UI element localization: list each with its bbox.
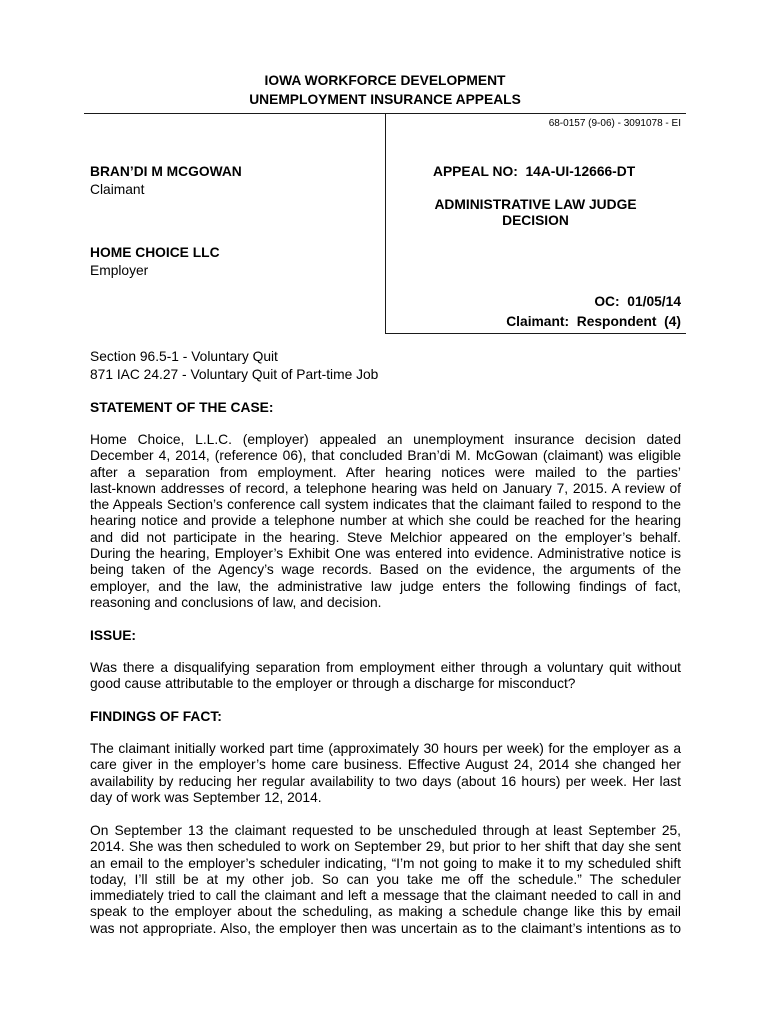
text-line: The claimant initially worked part time (approximately 30 hours per week) for the employer as a [90,741,681,756]
text-line: employer, and the law, the administrative law judge enters the following findings of fact, [90,578,681,594]
text-line: good cause attributable to the employer or through a discharge for misconduct? [90,676,576,692]
text-line: day of work was September 12, 2014. [90,789,322,805]
paragraph-findings [90,823,681,937]
statute-citation: Section 96.5-1 - Voluntary Quit [90,349,278,364]
paragraph-issue [90,660,681,693]
text-line: hearing notice and provide a telephone number at which she could be reached for the hearing [90,513,681,529]
agency-title: IOWA WORKFORCE DEVELOPMENT [264,73,506,88]
form-code: 68-0157 (9-06) - 3091078 - EI [548,118,681,129]
text-line: after a separation from employment. After hearing notices were mailed to the parties’ [90,464,681,480]
text-line: being taken of the Agency’s wage records. Based on the evidence, the arguments of the [90,562,681,578]
section-heading-statement: STATEMENT OF THE CASE: [90,400,274,415]
decision-title [433,197,638,230]
text-line: and did not participate in the hearing. Steve Melchior appeared on the employer’s behalf. [90,529,681,545]
text-line: speak to the employer about the scheduling, as making a schedule change like this by email [90,904,681,920]
decision-title-line: ADMINISTRATIVE LAW JUDGE [434,197,637,212]
text-line: an email to the employer’s scheduler indicating, “I’m not going to make it to my scheduled shift [90,855,681,871]
employer-label: Employer [90,263,149,278]
text-line: availability by reducing her regular availability to two days (about 16 hours) per week. Her last [90,773,681,789]
section-heading-findings: FINDINGS OF FACT: [90,709,222,724]
claimant-name: BRAN’DI M MCGOWAN [90,164,242,179]
case-info-divider [385,333,686,334]
text-line: care giver in the employer’s home care business. Effective August 24, 2014 she changed her [90,757,681,773]
text-line: was not appropriate. Also, the employer then was uncertain as to the claimant’s intentions as to [90,920,681,936]
text-line: Home Choice, L.L.C. (employer) appealed an unemployment insurance decision dated [90,432,681,447]
paragraph-statement [90,432,681,611]
text-line: reasoning and conclusions of law, and decision. [90,594,382,610]
oc-date: OC: 01/05/14 [594,294,681,309]
text-line: Was there a disqualifying separation from employment either through a voluntary quit without [90,660,681,675]
column-divider [385,113,386,334]
employer-name: HOME CHOICE LLC [90,245,220,260]
text-line: the Appeals Section’s conference call system indicates that the claimant failed to respond to the [90,497,681,513]
claimant-status: Claimant: Respondent (4) [506,314,681,329]
claimant-label: Claimant [90,182,145,197]
text-line: last-known addresses of record, a telephone hearing was held on January 7, 2015. A review of [90,480,681,496]
text-line: immediately tried to call the claimant and left a message that the claimant needed to call in and [90,888,681,904]
text-line: December 4, 2014, (reference 06), that concluded Bran’di M. McGowan (claimant) was eligible [90,448,681,464]
paragraph-findings [90,741,681,806]
text-line: 2014. She was then scheduled to work on September 29, but prior to her shift that day she sent [90,839,681,855]
division-title: UNEMPLOYMENT INSURANCE APPEALS [249,92,521,107]
text-line: today, I’ll still be at my other job. So can you take me off the schedule.” The scheduler [90,871,681,887]
appeal-number: APPEAL NO: 14A-UI-12666-DT [433,164,636,179]
text-line: On September 13 the claimant requested to be unscheduled through at least September 25, [90,823,681,838]
section-heading-issue: ISSUE: [90,628,136,643]
rule-citation: 871 IAC 24.27 - Voluntary Quit of Part-time Job [90,367,379,382]
text-line: During the hearing, Employer’s Exhibit One was entered into evidence. Administrative notice is [90,546,681,562]
decision-title-line: DECISION [502,213,569,229]
